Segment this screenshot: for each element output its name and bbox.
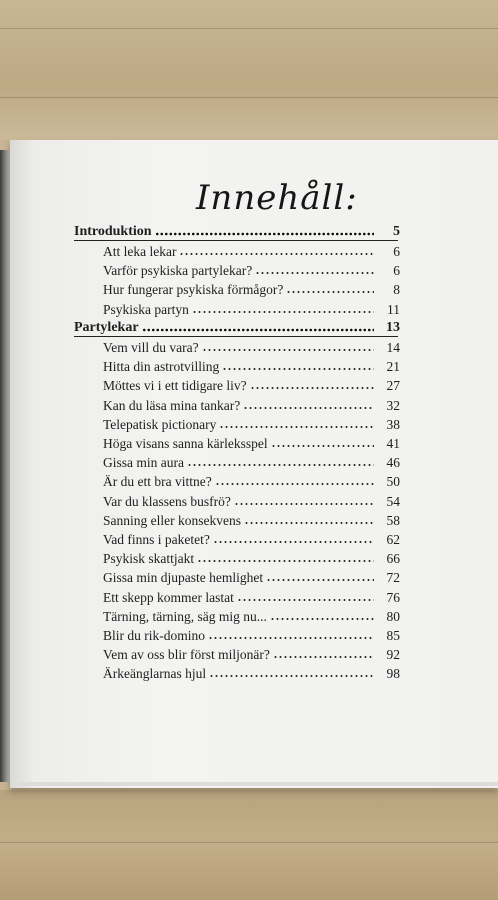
toc-entry xyxy=(103,259,400,279)
toc-entry-title: Psykisk skattjakt xyxy=(103,551,195,567)
toc-page-number: 98 xyxy=(386,666,400,682)
toc-page-number: 80 xyxy=(386,608,400,624)
toc-entry-title: Höga visans sanna kärleksspel xyxy=(103,436,268,451)
toc-entry-title: Möttes vi i ett tidigare liv? xyxy=(103,378,247,394)
toc-entry xyxy=(103,643,400,663)
toc-entry-title: Telepatisk pictionary xyxy=(103,416,217,432)
toc-entry xyxy=(103,355,400,375)
toc-page-number: 54 xyxy=(386,493,400,509)
toc-page-number: 14 xyxy=(386,340,400,355)
toc-page-number: 50 xyxy=(386,474,400,490)
toc-page-number: 46 xyxy=(386,455,400,471)
toc-entry xyxy=(103,566,400,586)
toc-page-number: 6 xyxy=(393,244,400,259)
dot-leader xyxy=(179,252,374,256)
toc-entry-title: Introduktion xyxy=(74,224,152,239)
toc-entry-title: Gissa min aura xyxy=(103,455,184,471)
toc-entry-title: Vem av oss blir först miljonär? xyxy=(103,647,270,663)
toc-entry-title: Sanning eller konsekvens xyxy=(103,512,241,528)
dot-leader xyxy=(209,674,374,678)
toc-entry-title: Kan du läsa mina tankar? xyxy=(103,397,241,413)
toc-entry xyxy=(103,451,400,471)
toc-entry xyxy=(103,278,400,298)
toc-entry-title: Vad finns i paketet? xyxy=(103,532,210,547)
toc-section-heading xyxy=(74,220,400,240)
toc-page-number: 6 xyxy=(393,263,400,279)
toc-page-number: 62 xyxy=(386,532,400,547)
toc-page-number: 41 xyxy=(386,436,400,451)
toc-page-number: 27 xyxy=(386,378,400,394)
toc-entry-title: Var du klassens busfrö? xyxy=(103,493,231,509)
dot-leader xyxy=(142,328,374,332)
dot-leader xyxy=(192,310,374,314)
dot-leader xyxy=(255,271,374,275)
toc-entry-title: Blir du rik-domino xyxy=(103,628,205,643)
toc-page-number: 13 xyxy=(386,320,400,335)
toc-entry-title: Gissa min djupaste hemlighet xyxy=(103,570,264,586)
toc-entry-title: Ärkeänglarnas hjul xyxy=(103,666,207,682)
toc-entry xyxy=(103,298,400,318)
toc-page-number: 66 xyxy=(386,551,400,567)
toc-entry xyxy=(103,547,400,567)
dot-leader xyxy=(271,444,374,448)
toc-entry xyxy=(103,662,400,682)
toc-page-number: 32 xyxy=(386,397,400,413)
toc-entry-title: Att leka lekar xyxy=(103,244,177,259)
dot-leader xyxy=(197,559,374,563)
toc-page-number: 38 xyxy=(386,416,400,432)
toc-page-number: 58 xyxy=(386,512,400,528)
toc-entry xyxy=(103,432,400,452)
toc-page-number: 21 xyxy=(386,359,400,375)
toc-entry xyxy=(103,336,400,356)
dot-leader xyxy=(266,578,374,582)
toc-entry xyxy=(103,470,400,490)
toc-page-number: 92 xyxy=(386,647,400,663)
dot-leader xyxy=(155,232,374,236)
toc-page-number: 76 xyxy=(386,589,400,605)
toc-entry-title: Varför psykiska partylekar? xyxy=(103,263,253,279)
toc-page-number: 8 xyxy=(393,282,400,298)
toc-entry xyxy=(103,374,400,394)
toc-entry xyxy=(103,528,400,548)
toc-entry xyxy=(103,605,400,625)
toc-entry-title: Psykiska partyn xyxy=(103,301,189,317)
dot-leader xyxy=(187,463,374,467)
toc-entry xyxy=(103,490,400,510)
dot-leader xyxy=(213,540,374,544)
toc-entry-title: Ett skepp kommer lastat xyxy=(103,589,234,605)
toc-entry-title: Hitta din astrotvilling xyxy=(103,359,220,375)
toc-section-heading xyxy=(74,316,400,336)
toc-entry xyxy=(103,509,400,529)
toc-entry xyxy=(103,413,400,433)
toc-entry-title: Vem vill du vara? xyxy=(103,340,199,355)
dot-leader xyxy=(286,290,374,294)
dot-leader xyxy=(237,598,374,602)
toc-entry xyxy=(103,624,400,644)
dot-leader xyxy=(219,425,374,429)
toc-entry-title: Partylekar xyxy=(74,320,139,335)
dot-leader xyxy=(208,636,374,640)
dot-leader xyxy=(244,521,374,525)
dot-leader xyxy=(250,386,374,390)
dot-leader xyxy=(202,348,374,352)
page-title: Innehåll: xyxy=(196,178,358,218)
toc-page-number: 5 xyxy=(393,224,400,239)
dot-leader xyxy=(222,367,374,371)
toc-entry xyxy=(103,240,400,260)
toc-entry xyxy=(103,586,400,606)
toc-page-number: 72 xyxy=(386,570,400,586)
dot-leader xyxy=(243,406,374,410)
dot-leader xyxy=(215,482,374,486)
toc-entry-title: Tärning, tärning, säg mig nu... xyxy=(103,608,267,624)
toc-entry xyxy=(103,394,400,414)
toc-page-number: 85 xyxy=(386,628,400,643)
toc-entry-title: Hur fungerar psykiska förmågor? xyxy=(103,282,284,298)
toc-entry-title: Är du ett bra vittne? xyxy=(103,474,212,490)
dot-leader xyxy=(270,617,374,621)
dot-leader xyxy=(273,655,374,659)
toc-page-number: 11 xyxy=(387,301,400,317)
dot-leader xyxy=(234,502,374,506)
